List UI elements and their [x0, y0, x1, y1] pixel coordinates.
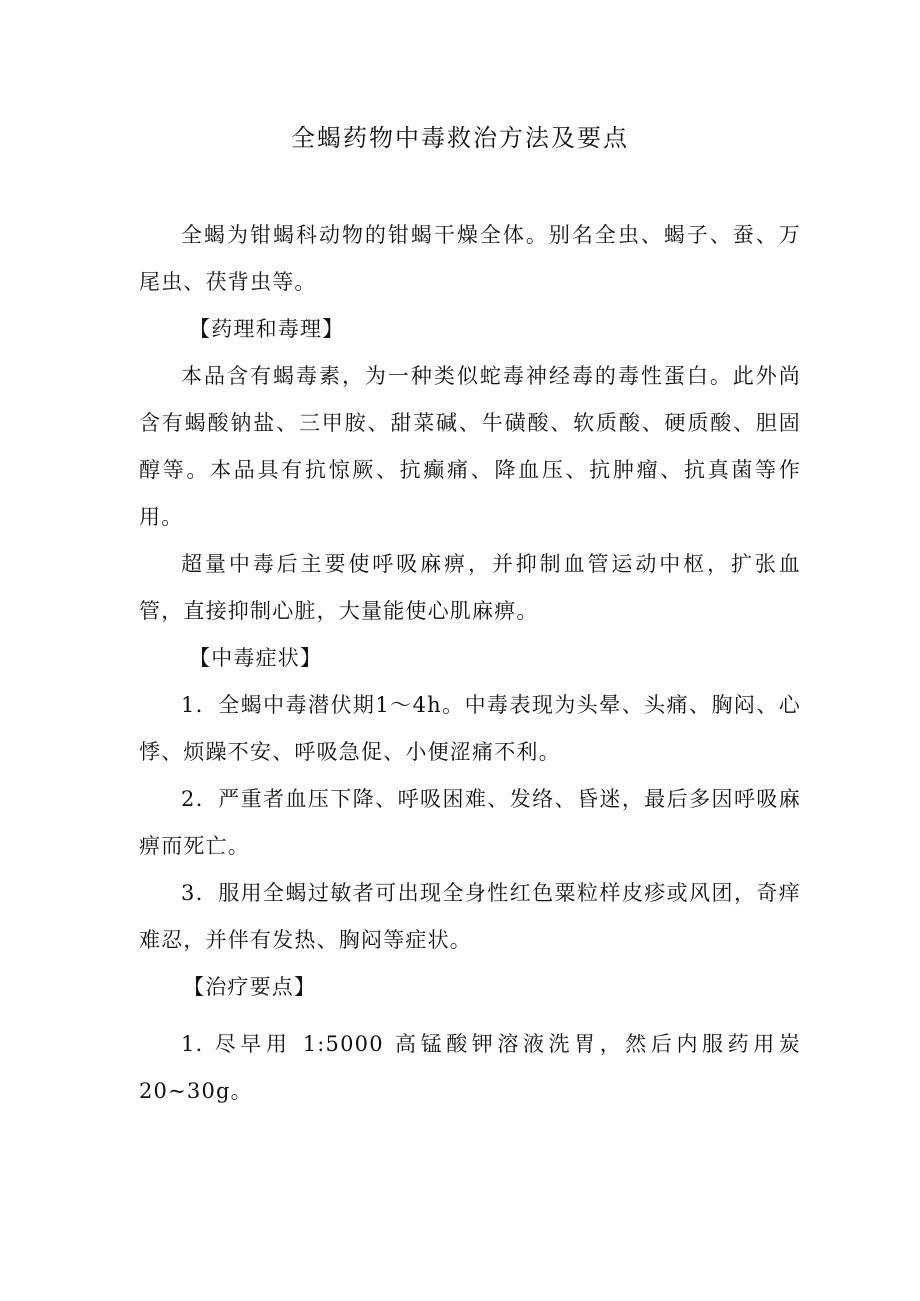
- document-body: [139, 212, 801, 1115]
- symptom-item: 2．严重者血压下降、呼吸困难、发络、昏迷，最后多因呼吸麻痹而死亡。: [139, 787, 801, 858]
- section-heading-treatment: 【治疗要点】: [183, 975, 317, 999]
- symptom-item: 3．服用全蝎过敏者可出现全身性红色粟粒样皮疹或风团，奇痒难忍，并伴有发热、胸闷等症状。: [139, 881, 801, 952]
- intro-paragraph: 全蝎为钳蝎科动物的钳蝎干燥全体。别名全虫、蝎子、蚕、万尾虫、茯背虫等。: [139, 223, 801, 294]
- symptom-item: 1．全蝎中毒潜伏期1～4h。中毒表现为头晕、头痛、胸闷、心悸、烦躁不安、呼吸急促、小便涩痛不利。: [139, 693, 801, 764]
- pharmacology-paragraph: 超量中毒后主要使呼吸麻痹，并抑制血管运动中枢，扩张血管，直接抑制心脏，大量能使心肌麻痹。: [139, 552, 801, 623]
- section-heading-pharmacology: 【药理和毒理】: [189, 317, 345, 341]
- document-title: 全蝎药物中毒救治方法及要点: [291, 124, 629, 152]
- treatment-item: 1. 尽早用 1:5000 高锰酸钾溶液洗胃，然后内服药用炭 20~30g。: [139, 1032, 801, 1103]
- pharmacology-paragraph: 本品含有蝎毒素，为一种类似蛇毒神经毒的毒性蛋白。此外尚含有蝎酸钠盐、三甲胺、甜菜碱、牛磺酸、软质酸、硬质酸、胆固醇等。本品具有抗惊厥、抗癫痛、降血压、抗肿瘤、抗真菌等作用。: [139, 364, 801, 529]
- section-heading-symptoms: 【中毒症状】: [189, 646, 323, 670]
